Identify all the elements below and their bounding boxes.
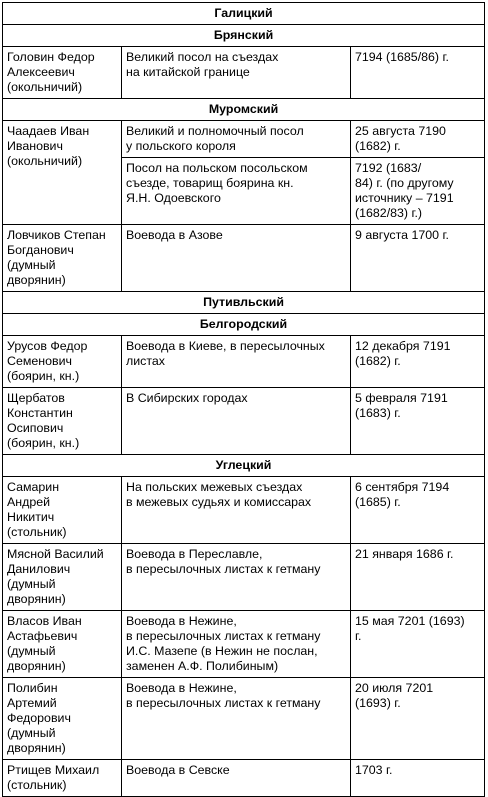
date-cell: 20 июля 7201 (1693) г. bbox=[351, 678, 485, 760]
service-cell: Воевода в Нежине, в пересылочных листах к гетману И.С. Мазепе (в Нежин не послан, заменен А.Ф. Полибиным) bbox=[122, 611, 351, 678]
date-cell: 25 августа 7190 (1682) г. bbox=[351, 121, 485, 158]
section-row bbox=[3, 292, 485, 314]
person-cell: Мясной Василий Данилович (думный дворянин) bbox=[3, 544, 122, 611]
section-row bbox=[3, 314, 485, 336]
table-body bbox=[3, 3, 485, 797]
table-row bbox=[3, 225, 485, 292]
person-cell: Ртищев Михаил (стольник) bbox=[3, 760, 122, 797]
section-title: Брянский bbox=[3, 25, 485, 47]
section-title: Белгородский bbox=[3, 314, 485, 336]
person-cell: Головин Федор Алексеевич (окольничий) bbox=[3, 47, 122, 99]
date-cell: 15 мая 7201 (1693) г. bbox=[351, 611, 485, 678]
table-row bbox=[3, 47, 485, 99]
person-cell: Власов Иван Астафьевич (думный дворянин) bbox=[3, 611, 122, 678]
person-cell: Щербатов Константин Осипович (боярин, кн.) bbox=[3, 388, 122, 455]
section-title: Углецкий bbox=[3, 455, 485, 477]
service-cell: Воевода в Нежине, в пересылочных листах к гетману bbox=[122, 678, 351, 760]
date-cell: 12 декабря 7191 (1682) г. bbox=[351, 336, 485, 388]
table-row bbox=[3, 336, 485, 388]
section-row bbox=[3, 99, 485, 121]
appointments-table bbox=[2, 2, 485, 797]
service-cell: Посол на польском посольском съезде, товарищ боярина кн. Я.Н. Одоевского bbox=[122, 158, 351, 225]
service-cell: Воевода в Киеве, в пересылочных листах bbox=[122, 336, 351, 388]
service-cell: Воевода в Азове bbox=[122, 225, 351, 292]
table-row bbox=[3, 611, 485, 678]
table-row bbox=[3, 760, 485, 797]
table-row bbox=[3, 477, 485, 544]
service-cell: Великий посол на съездах на китайской границе bbox=[122, 47, 351, 99]
service-cell: На польских межевых съездах в межевых судьях и комиссарах bbox=[122, 477, 351, 544]
table-row bbox=[3, 121, 485, 158]
section-row bbox=[3, 455, 485, 477]
person-cell: Урусов Федор Семенович (боярин, кн.) bbox=[3, 336, 122, 388]
section-title: Галицкий bbox=[3, 3, 485, 25]
date-cell: 21 января 1686 г. bbox=[351, 544, 485, 611]
table-row bbox=[3, 678, 485, 760]
person-cell: Самарин Андрей Никитич (стольник) bbox=[3, 477, 122, 544]
person-cell: Полибин Артемий Федорович (думный дворянин) bbox=[3, 678, 122, 760]
service-cell: Великий и полномочный посол у польского короля bbox=[122, 121, 351, 158]
person-cell: Ловчиков Степан Богданович (думный дворянин) bbox=[3, 225, 122, 292]
date-cell: 6 сентября 7194 (1685) г. bbox=[351, 477, 485, 544]
date-cell: 1703 г. bbox=[351, 760, 485, 797]
section-title: Муромский bbox=[3, 99, 485, 121]
table-row bbox=[3, 544, 485, 611]
date-cell: 9 августа 1700 г. bbox=[351, 225, 485, 292]
section-row bbox=[3, 3, 485, 25]
date-cell: 7192 (1683/ 84) г. (по другому источнику – 7191 (1682/83) г.) bbox=[351, 158, 485, 225]
date-cell: 5 февраля 7191 (1683) г. bbox=[351, 388, 485, 455]
service-cell: Воевода в Севске bbox=[122, 760, 351, 797]
person-cell: Чаадаев Иван Иванович (окольничий) bbox=[3, 121, 122, 225]
date-cell: 7194 (1685/86) г. bbox=[351, 47, 485, 99]
section-title: Путивльский bbox=[3, 292, 485, 314]
service-cell: В Сибирских городах bbox=[122, 388, 351, 455]
table-row bbox=[3, 388, 485, 455]
section-row bbox=[3, 25, 485, 47]
service-cell: Воевода в Переславле, в пересылочных листах к гетману bbox=[122, 544, 351, 611]
